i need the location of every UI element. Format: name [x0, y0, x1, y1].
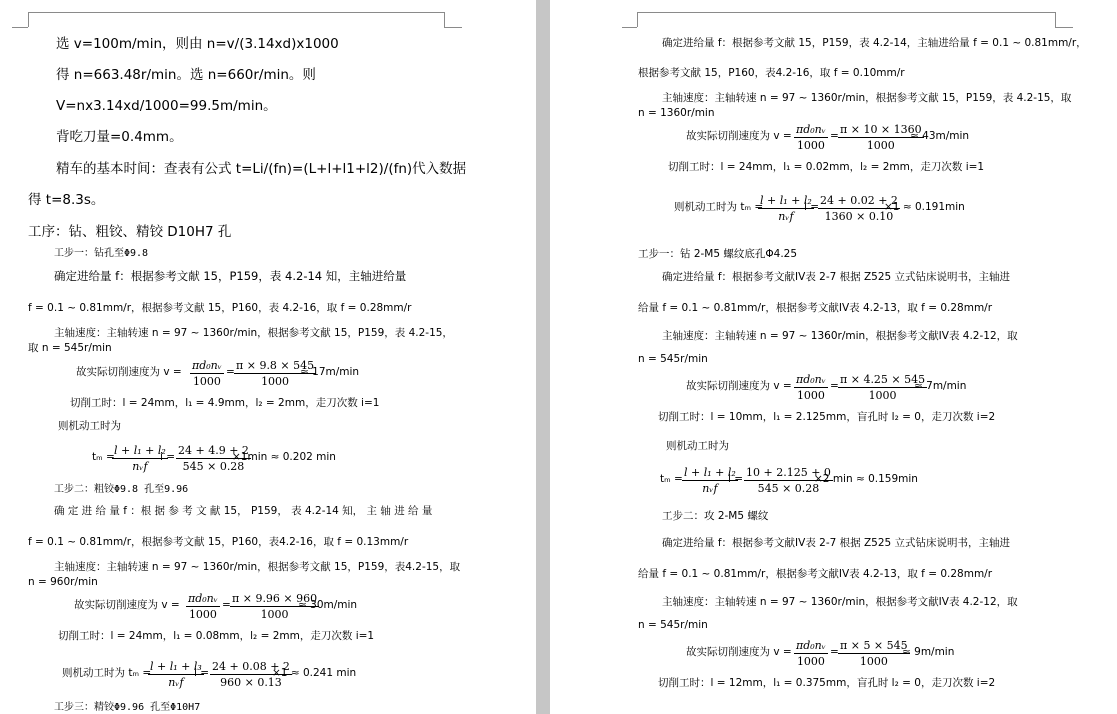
formula-result: ≈ 7m/min	[914, 380, 967, 392]
text-line: 确定进给量 f：根据参考文献IV表 2-7 根据 Z525 立式钻床说明书，主轴进	[662, 271, 1011, 283]
formula-label: 故实际切削速度为 v =	[686, 130, 792, 142]
text-line: n = 960r/min	[28, 576, 98, 588]
formula-fraction: $\frac{24 + 0.08 + 2}{960 \times 0.13}$	[212, 660, 290, 689]
formula-fraction: $\frac{\text{πd₀nᵥ}}{1000}$	[192, 359, 222, 388]
step-heading: 工步一：钻孔至Φ9.8	[54, 248, 149, 259]
formula-result: ×1 ≈ 0.241 min	[272, 667, 357, 679]
formula-fraction: $\frac{\pi \times 9.8 \times 545}{1000}$	[236, 359, 315, 388]
text-line: V=nx3.14xd/1000=99.5m/min。	[56, 98, 277, 114]
formula-label: 故实际切削速度为 v =	[686, 646, 792, 658]
formula-fraction: $\frac{\pi \times 5 \times 545}{1000}$	[840, 639, 908, 668]
page-left: 选 v=100m/min，则由 n=v/(3.14xd)x1000 得 n=663.48r/min。选 n=660r/min。则 V=nx3.14xd/1000=99.5m/min。 背吃刀量=0.4mm。 精车的基本时间：查表有公式 t=Li/(fn)=(L+l+l1+l2)/(fn)代入数据 得 t=8.3s。 工序：钻、粗铰、精铰 D10H7 孔 工步一：钻孔至Φ9.8 确定进给量 f：根据参考文献 15，P159，表 4.2-14 知，主轴进给量 f = 0.1 ~ 0.81mm/r，根据参考文献 15，P160，表 4.2-16，取 f = 0.28mm/r 主轴速度：主轴转速 n = 97 ~ 1360r/min，根据参考文献 15，P159，表 4.2-15， 取 n = 545r/min 故实际切削速度为 v = $\frac{\text{πd₀nᵥ}}{1000}$ = $\frac{\pi \times 9.8 \times 545}{1000}$ ≈ 17m/min 切削工时：l = 24mm，l₁ = 4.9mm，l₂ = 2mm，走刀次数 i=1 则机动工时为 tₘ = l + l₁ + l₂ nᵥf i = $\frac{24 + 4.9 + 2}{545 \times 0.28}$ ×1min ≈ 0.202 min 工步二：粗铰Φ9.8 孔至9.96 确 定 进 给 量 f ：根 据 参 考 文 献 15， P159， 表 4.2-14 知， 主 轴 进 给 量 f = 0.1 ~ 0.81mm/r，根据参考文献 15，P160，表4.2-16，取 f = 0.13mm/r 主轴速度：主轴转速 n = 97 ~ 1360r/min，根据参考文献 15，P159，表4.2-15，取 n = 960r/min 故实际切削速度为 v = $\frac{\text{πd₀nᵥ}}{1000}$ = $\frac{\pi \times 9.96 \times 960}{1000}$ ≈ 30m/min 切削工时：l = 24mm，l₁ = 0.08mm，l₂ = 2mm，走刀次数 i=1 则机动工时为 tₘ = l + l₁ + l₃ nᵥf i = $\frac{24 + 0.08 + 2}{960 \times 0.13}$ ×1 ≈ 0.241 min 工步三：精铰Φ9.96 孔至Φ10H7	[0, 0, 536, 714]
text-line: 给量 f = 0.1 ~ 0.81mm/r，根据参考文献IV表 4.2-13，取 f = 0.28mm/r	[638, 302, 993, 314]
text-line: n = 545r/min	[638, 619, 708, 631]
text-line: 确定进给量 f：根据参考文献 15，P159，表 4.2-14 知，主轴进给量	[54, 269, 407, 283]
text-line: 精车的基本时间：查表有公式 t=Li/(fn)=(L+l+l1+l2)/(fn)代入数据	[56, 161, 467, 177]
crop-mark-top-left	[28, 12, 29, 27]
formula-fraction: $\frac{\text{πd₀nᵥ}}{1000}$	[796, 639, 826, 668]
crop-mark-top-right	[444, 12, 445, 27]
text-line: 确定进给量 f：根据参考文献IV表 2-7 根据 Z525 立式钻床说明书，主轴进	[662, 537, 1011, 549]
formula-result: ×1min ≈ 0.202 min	[232, 451, 336, 463]
text-line: 切削工时：l = 24mm，l₁ = 0.08mm，l₂ = 2mm，走刀次数 i=1	[58, 630, 375, 642]
text-line: 选 v=100m/min，则由 n=v/(3.14xd)x1000	[56, 36, 339, 52]
text-line: 得 t=8.3s。	[28, 192, 105, 208]
text-line: 根据参考文献 15，P160，表4.2-16，取 f = 0.10mm/r	[638, 67, 905, 79]
crop-mark-top-left	[622, 27, 637, 28]
formula-label: 故实际切削速度为 v =	[74, 599, 180, 611]
formula-fraction: $\frac{\pi \times 10 \times 1360}{1000}$	[840, 123, 922, 152]
formula-fraction: $\frac{24 + 0.02 + 2}{1360 \times 0.10}$	[820, 194, 898, 223]
formula-fraction: l + l₁ + l₂ nᵥf	[114, 444, 166, 473]
page-gutter	[536, 0, 550, 714]
formula-result: ≈ 30m/min	[298, 599, 358, 611]
text-line: 切削工时：l = 24mm，l₁ = 4.9mm，l₂ = 2mm，走刀次数 i=1	[70, 397, 380, 409]
formula-fraction: l + l₁ + l₂ nᵥf	[760, 194, 812, 223]
formula-fraction: $\frac{\text{πd₀nᵥ}}{1000}$	[796, 373, 826, 402]
formula-fraction: $\frac{\pi \times 9.96 \times 960}{1000}$	[232, 592, 318, 621]
text-line: 主轴速度：主轴转速 n = 97 ~ 1360r/min，根据参考文献 15，P159，表 4.2-15，取	[662, 92, 1072, 104]
page-top-rule	[637, 12, 1055, 13]
formula-fraction: $\frac{10 + 2.125 + 0}{545 \times 0.28}$	[746, 466, 831, 495]
formula-label: 故实际切削速度为 v =	[686, 380, 792, 392]
text-line: 则机动工时为	[58, 420, 121, 432]
crop-mark-top-right	[444, 27, 462, 28]
text-line: 则机动工时为	[666, 440, 729, 452]
formula-fraction: $\frac{\pi \times 4.25 \times 545}{1000}$	[840, 373, 926, 402]
formula-label: 故实际切削速度为 v =	[76, 366, 182, 378]
formula-fraction: $\frac{\text{πd₀nᵥ}}{1000}$	[188, 592, 218, 621]
formula-result: ≈ 9m/min	[902, 646, 955, 658]
text-line: 主轴速度：主轴转速 n = 97 ~ 1360r/min，根据参考文献 15，P159，表4.2-15，取	[54, 561, 461, 573]
text-line: 切削工时：l = 10mm，l₁ = 2.125mm，盲孔时 l₂ = 0，走刀次数 i=2	[658, 411, 996, 423]
formula-result: ≈ 43m/min	[910, 130, 970, 142]
text-line: 主轴速度：主轴转速 n = 97 ~ 1360r/min，根据参考文献 15，P159，表 4.2-15，	[54, 327, 453, 339]
crop-mark-top-right	[1055, 12, 1056, 27]
text-line: 取 n = 545r/min	[28, 342, 112, 354]
text-line: 得 n=663.48r/min。选 n=660r/min。则	[56, 67, 316, 83]
text-line: 确 定 进 给 量 f ：根 据 参 考 文 献 15， P159， 表 4.2-14 知， 主 轴 进 给 量	[54, 505, 433, 517]
crop-mark-top-right	[1055, 27, 1073, 28]
step-heading: 工步一：钻 2-M5 螺纹底孔Φ4.25	[638, 248, 798, 260]
text-line: f = 0.1 ~ 0.81mm/r，根据参考文献 15，P160，表4.2-16，取 f = 0.13mm/r	[28, 536, 409, 548]
formula-fraction: $\frac{\text{πd₀nᵥ}}{1000}$	[796, 123, 826, 152]
formula-label: tₘ =	[660, 473, 683, 485]
formula-label: tₘ =	[92, 451, 115, 463]
text-line: 背吃刀量=0.4mm。	[56, 129, 183, 145]
formula-label: 则机动工时为 tₘ =	[674, 201, 764, 213]
text-line: 切削工时：l = 24mm，l₁ = 0.02mm，l₂ = 2mm，走刀次数 i=1	[668, 161, 985, 173]
step-heading: 工步二：粗铰Φ9.8 孔至9.96	[54, 484, 189, 495]
formula-label: 则机动工时为 tₘ =	[62, 667, 152, 679]
step-heading: 工步二：攻 2-M5 螺纹	[662, 510, 769, 522]
text-line: 确定进给量 f：根据参考文献 15，P159，表 4.2-14，主轴进给量 f = 0.1 ~ 0.81mm/r，	[662, 37, 1087, 49]
formula-fraction: $\frac{24 + 4.9 + 2}{545 \times 0.28}$	[178, 444, 249, 473]
text-line: n = 545r/min	[638, 353, 708, 365]
page-right: 确定进给量 f：根据参考文献 15，P159，表 4.2-14，主轴进给量 f = 0.1 ~ 0.81mm/r， 根据参考文献 15，P160，表4.2-16，取 f = 0.10mm/r 主轴速度：主轴转速 n = 97 ~ 1360r/min，根据参考文献 15，P159，表 4.2-15，取 n = 1360r/min 故实际切削速度为 v = $\frac{\text{πd₀nᵥ}}{1000}$ = $\frac{\pi \times 10 \times 1360}{1000}$ ≈ 43m/min 切削工时：l = 24mm，l₁ = 0.02mm，l₂ = 2mm，走刀次数 i=1 则机动工时为 tₘ = l + l₁ + l₂ nᵥf i = $\frac{24 + 0.02 + 2}{1360 \times 0.10}$ ×1 ≈ 0.191min 工步一：钻 2-M5 螺纹底孔Φ4.25 确定进给量 f：根据参考文献IV表 2-7 根据 Z525 立式钻床说明书，主轴进 给量 f = 0.1 ~ 0.81mm/r，根据参考文献IV表 4.2-13，取 f = 0.28mm/r 主轴速度：主轴转速 n = 97 ~ 1360r/min，根据参考文献IV表 4.2-12，取 n = 545r/min 故实际切削速度为 v = $\frac{\text{πd₀nᵥ}}{1000}$ = $\frac{\pi \times 4.25 \times 545}{1000}$ ≈ 7m/min 切削工时：l = 10mm，l₁ = 2.125mm，盲孔时 l₂ = 0，走刀次数 i=2 则机动工时为 tₘ = l + l₁ + l₂ nᵥf i = $\frac{10 + 2.125 + 0}{545 \times 0.28}$ ×2 min ≈ 0.159min 工步二：攻 2-M5 螺纹 确定进给量 f：根据参考文献IV表 2-7 根据 Z525 立式钻床说明书，主轴进 给量 f = 0.1 ~ 0.81mm/r，根据参考文献IV表 4.2-13，取 f = 0.28mm/r 主轴速度：主轴转速 n = 97 ~ 1360r/min，根据参考文献IV表 4.2-12，取 n = 545r/min 故实际切削速度为 v = $\frac{\text{πd₀nᵥ}}{1000}$ = $\frac{\pi \times 5 \times 545}{1000}$ ≈ 9m/min 切削工时：l = 12mm，l₁ = 0.375mm，盲孔时 l₂ = 0，走刀次数 i=2	[550, 0, 1117, 714]
formula-fraction: l + l₁ + l₂ nᵥf	[684, 466, 736, 495]
step-heading: 工步三：精铰Φ9.96 孔至Φ10H7	[54, 702, 201, 713]
text-line: 给量 f = 0.1 ~ 0.81mm/r，根据参考文献IV表 4.2-13，取 f = 0.28mm/r	[638, 568, 993, 580]
crop-mark-top-left	[12, 27, 28, 28]
text-line: n = 1360r/min	[638, 107, 715, 119]
formula-result: ≈ 17m/min	[300, 366, 360, 378]
formula-result: ×1 ≈ 0.191min	[884, 201, 965, 213]
text-line: 切削工时：l = 12mm，l₁ = 0.375mm，盲孔时 l₂ = 0，走刀次数 i=2	[658, 677, 996, 689]
formula-fraction: l + l₁ + l₃ nᵥf	[150, 660, 202, 689]
page-top-rule	[28, 12, 444, 13]
crop-mark-top-left	[637, 12, 638, 27]
section-heading: 工序：钻、粗铰、精铰 D10H7 孔	[28, 224, 232, 240]
formula-result: ×2 min ≈ 0.159min	[814, 473, 918, 485]
text-line: 主轴速度：主轴转速 n = 97 ~ 1360r/min，根据参考文献IV表 4.2-12，取	[662, 596, 1018, 608]
text-line: f = 0.1 ~ 0.81mm/r，根据参考文献 15，P160，表 4.2-16，取 f = 0.28mm/r	[28, 302, 412, 314]
text-line: 主轴速度：主轴转速 n = 97 ~ 1360r/min，根据参考文献IV表 4.2-12，取	[662, 330, 1018, 342]
